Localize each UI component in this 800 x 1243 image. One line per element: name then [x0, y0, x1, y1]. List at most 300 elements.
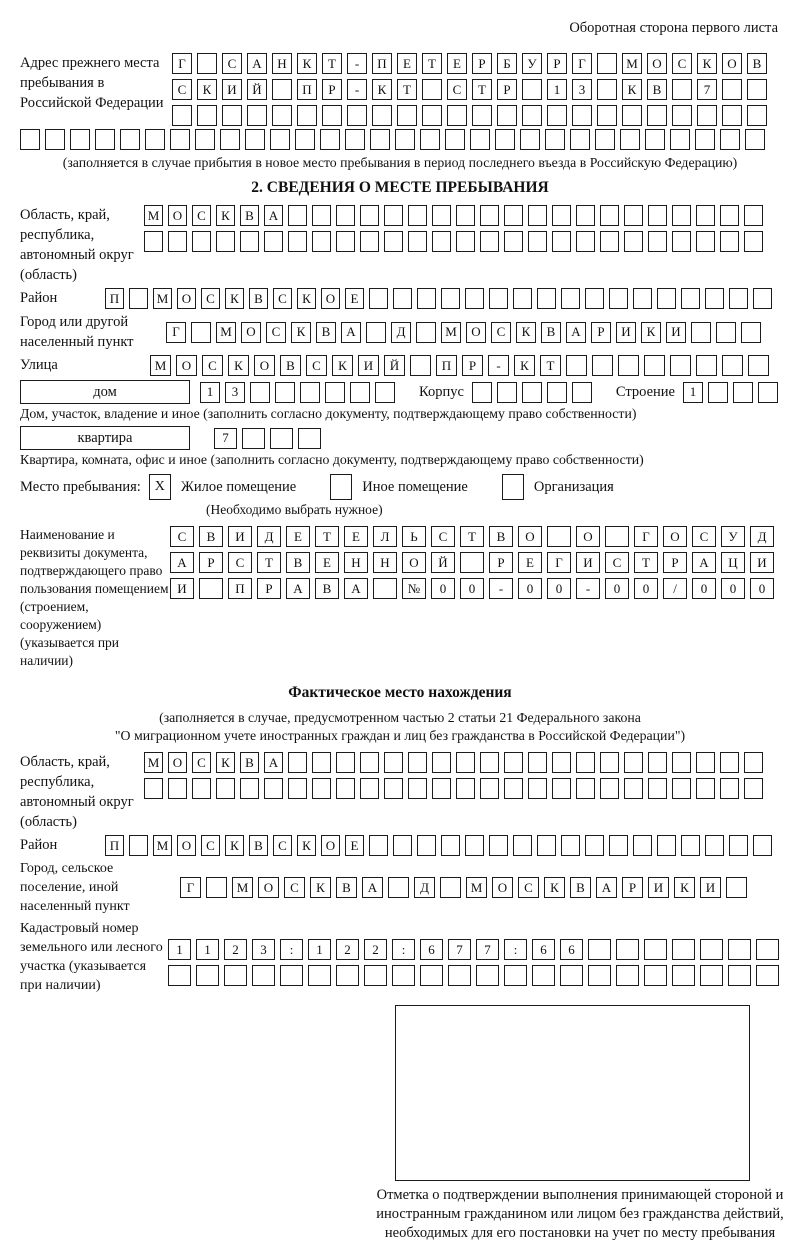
char-cell	[129, 835, 148, 856]
char-cell	[622, 105, 642, 126]
char-cell: В	[541, 322, 561, 343]
char-cell	[756, 939, 779, 960]
char-cell	[312, 205, 331, 226]
char-cell: Р	[622, 877, 643, 898]
char-cell: И	[648, 877, 669, 898]
char-cell: В	[647, 79, 667, 100]
char-cell	[644, 965, 667, 986]
char-cell: К	[297, 835, 316, 856]
char-cell	[561, 288, 580, 309]
char-cell	[513, 288, 532, 309]
char-cell	[373, 578, 397, 599]
char-cell: 0	[518, 578, 542, 599]
char-cell: Д	[750, 526, 774, 547]
char-cell: В	[489, 526, 513, 547]
char-cell	[20, 129, 40, 150]
char-cell: О	[492, 877, 513, 898]
char-cell	[480, 205, 499, 226]
char-cell: Р	[489, 552, 513, 573]
char-cell	[504, 231, 523, 252]
char-cell: О	[466, 322, 486, 343]
actual-region-cells	[144, 752, 763, 799]
char-cell	[322, 105, 342, 126]
char-cell	[432, 231, 451, 252]
char-cell	[456, 752, 475, 773]
char-cell	[722, 355, 743, 376]
char-cell	[528, 752, 547, 773]
char-cell: Н	[344, 552, 368, 573]
char-cell: С	[201, 835, 220, 856]
char-cell: С	[192, 752, 211, 773]
char-cell	[480, 778, 499, 799]
char-cell	[547, 105, 567, 126]
char-cell	[522, 382, 542, 403]
char-cell: 6	[560, 939, 583, 960]
char-cell: Т	[460, 526, 484, 547]
char-cell: Т	[257, 552, 281, 573]
char-cell: 0	[431, 578, 455, 599]
char-cell: 7	[214, 428, 237, 449]
char-cell	[420, 129, 440, 150]
char-cell	[522, 105, 542, 126]
char-cell: С	[431, 526, 455, 547]
cadastral-field	[20, 919, 780, 995]
char-cell: П	[228, 578, 252, 599]
stay-type-option-zhiloe: Жилое помещение	[180, 478, 297, 495]
char-cell	[222, 105, 242, 126]
char-cell	[360, 752, 379, 773]
char-cell	[264, 231, 283, 252]
char-cell	[250, 382, 270, 403]
document-row-3	[170, 578, 774, 599]
char-cell: №	[402, 578, 426, 599]
stroenie-label: Строение	[615, 383, 675, 400]
char-cell	[465, 835, 484, 856]
char-cell: 6	[532, 939, 555, 960]
char-cell	[672, 778, 691, 799]
char-cell	[600, 205, 619, 226]
char-cell	[345, 129, 365, 150]
char-cell	[588, 965, 611, 986]
char-cell	[744, 231, 763, 252]
char-cell: С	[266, 322, 286, 343]
char-cell: О	[402, 552, 426, 573]
actual-location-note-2: "О миграционном учете иностранных граждан и лиц без гражданства в Российской Федерации")	[114, 728, 686, 743]
actual-district-label: Район	[20, 837, 58, 853]
stay-type-checkbox-inoe	[330, 474, 352, 500]
char-cell	[384, 752, 403, 773]
char-cell	[272, 105, 292, 126]
char-cell	[744, 778, 763, 799]
char-cell	[547, 382, 567, 403]
char-cell	[528, 231, 547, 252]
char-cell	[728, 965, 751, 986]
char-cell	[648, 205, 667, 226]
char-cell	[196, 965, 219, 986]
char-cell	[696, 355, 717, 376]
prev-address-row-1	[172, 53, 767, 74]
actual-region-field	[20, 752, 780, 832]
char-cell: Й	[384, 355, 405, 376]
char-cell	[456, 231, 475, 252]
char-cell: О	[177, 835, 196, 856]
char-cell	[408, 205, 427, 226]
char-cell: Б	[497, 53, 517, 74]
char-cell	[320, 129, 340, 150]
char-cell: Е	[315, 552, 339, 573]
confirmation-mark-caption: Отметка о подтверждении выполнения принимающей стороной и иностранным гражданином или лицом без гражданства действий, необходимых для его постановки на учет по месту пребывания	[376, 1187, 784, 1241]
char-cell	[726, 877, 747, 898]
char-cell	[420, 965, 443, 986]
char-cell	[716, 322, 736, 343]
stroenie-cells	[683, 382, 778, 403]
cadastral-row-1	[168, 939, 779, 960]
char-cell: Д	[391, 322, 411, 343]
char-cell: И	[750, 552, 774, 573]
char-cell: О	[518, 526, 542, 547]
city-label: Город или другой населенный пункт	[20, 314, 134, 350]
stay-type-option-org: Организация	[533, 478, 614, 495]
char-cell: П	[372, 53, 392, 74]
char-cell: Р	[322, 79, 342, 100]
char-cell	[720, 231, 739, 252]
char-cell: И	[170, 578, 194, 599]
char-cell	[545, 129, 565, 150]
char-cell	[288, 778, 307, 799]
char-cell	[585, 835, 604, 856]
char-cell: О	[177, 288, 196, 309]
char-cell: А	[264, 752, 283, 773]
char-cell	[432, 205, 451, 226]
street-field	[20, 355, 780, 376]
char-cell	[537, 835, 556, 856]
char-cell	[372, 105, 392, 126]
char-cell	[648, 778, 667, 799]
char-cell	[672, 105, 692, 126]
char-cell: -	[488, 355, 509, 376]
char-cell: Е	[286, 526, 310, 547]
char-cell: 0	[692, 578, 716, 599]
char-cell	[528, 205, 547, 226]
char-cell: К	[514, 355, 535, 376]
char-cell	[624, 231, 643, 252]
char-cell	[697, 105, 717, 126]
char-cell: -	[347, 79, 367, 100]
char-cell	[695, 129, 715, 150]
char-cell	[476, 965, 499, 986]
char-cell	[597, 53, 617, 74]
char-cell: К	[332, 355, 353, 376]
char-cell	[645, 129, 665, 150]
char-cell: 1	[683, 382, 703, 403]
char-cell	[513, 835, 532, 856]
char-cell	[741, 322, 761, 343]
street-label: Улица	[20, 357, 58, 373]
char-cell	[384, 778, 403, 799]
char-cell: С	[306, 355, 327, 376]
char-cell	[432, 778, 451, 799]
char-cell: 0	[547, 578, 571, 599]
char-cell: 2	[364, 939, 387, 960]
char-cell: У	[721, 526, 745, 547]
char-cell: Т	[540, 355, 561, 376]
char-cell: М	[144, 205, 163, 226]
actual-region-label: Область, край, республика, автономный округ (область)	[20, 754, 134, 830]
char-cell	[247, 105, 267, 126]
char-cell	[691, 322, 711, 343]
char-cell: П	[105, 835, 124, 856]
char-cell	[441, 288, 460, 309]
apartment-row	[20, 426, 780, 450]
house-number-cells	[200, 382, 395, 403]
char-cell	[191, 322, 211, 343]
char-cell	[722, 79, 742, 100]
char-cell: К	[622, 79, 642, 100]
char-cell	[408, 778, 427, 799]
actual-location-title: Фактическое место нахождения	[288, 684, 512, 701]
prev-address-row-2	[172, 79, 767, 100]
char-cell	[561, 835, 580, 856]
char-cell	[681, 288, 700, 309]
char-cell	[624, 778, 643, 799]
char-cell	[465, 288, 484, 309]
char-cell: С	[222, 53, 242, 74]
region-row-2	[144, 231, 763, 252]
char-cell: 1	[196, 939, 219, 960]
char-cell: М	[144, 752, 163, 773]
char-cell	[747, 79, 767, 100]
char-cell: А	[247, 53, 267, 74]
char-cell: 3	[225, 382, 245, 403]
char-cell	[696, 205, 715, 226]
char-cell: :	[392, 939, 415, 960]
char-cell: Е	[447, 53, 467, 74]
char-cell	[472, 105, 492, 126]
char-cell: С	[202, 355, 223, 376]
char-cell: Л	[373, 526, 397, 547]
char-cell: В	[249, 288, 268, 309]
stay-type-checkbox-zhiloe: X	[149, 474, 171, 500]
char-cell	[720, 752, 739, 773]
char-cell: В	[316, 322, 336, 343]
char-cell: Г	[166, 322, 186, 343]
char-cell: И	[666, 322, 686, 343]
char-cell	[288, 752, 307, 773]
char-cell	[489, 288, 508, 309]
char-cell	[417, 835, 436, 856]
char-cell: А	[596, 877, 617, 898]
char-cell	[410, 355, 431, 376]
char-cell: С	[192, 205, 211, 226]
char-cell: 3	[572, 79, 592, 100]
char-cell	[144, 778, 163, 799]
char-cell	[633, 288, 652, 309]
char-cell: Г	[180, 877, 201, 898]
char-cell	[325, 382, 345, 403]
char-cell	[336, 752, 355, 773]
char-cell	[756, 965, 779, 986]
char-cell: Ь	[402, 526, 426, 547]
char-cell	[657, 835, 676, 856]
char-cell	[720, 205, 739, 226]
char-cell	[192, 231, 211, 252]
char-cell: С	[170, 526, 194, 547]
char-cell: К	[372, 79, 392, 100]
char-cell	[670, 355, 691, 376]
char-cell: К	[216, 752, 235, 773]
char-cell	[422, 105, 442, 126]
char-cell: М	[441, 322, 461, 343]
char-cell: О	[663, 526, 687, 547]
char-cell	[197, 53, 217, 74]
char-cell: М	[150, 355, 171, 376]
char-cell: -	[489, 578, 513, 599]
char-cell: Й	[247, 79, 267, 100]
char-cell: Т	[322, 53, 342, 74]
char-cell	[364, 965, 387, 986]
char-cell	[624, 752, 643, 773]
char-cell	[672, 205, 691, 226]
char-cell: К	[228, 355, 249, 376]
char-cell	[416, 322, 436, 343]
char-cell: С	[447, 79, 467, 100]
char-cell: А	[344, 578, 368, 599]
char-cell: Р	[663, 552, 687, 573]
actual-region-row-1	[144, 752, 763, 773]
document-cells	[170, 526, 774, 599]
char-cell	[572, 382, 592, 403]
char-cell	[393, 288, 412, 309]
char-cell	[388, 877, 409, 898]
char-cell: Т	[315, 526, 339, 547]
char-cell	[280, 965, 303, 986]
char-cell	[360, 231, 379, 252]
char-cell	[745, 129, 765, 150]
char-cell	[647, 105, 667, 126]
char-cell	[129, 288, 148, 309]
char-cell	[448, 965, 471, 986]
char-cell: А	[286, 578, 310, 599]
char-cell	[744, 752, 763, 773]
char-cell: М	[466, 877, 487, 898]
char-cell	[264, 778, 283, 799]
char-cell	[744, 205, 763, 226]
char-cell	[720, 778, 739, 799]
char-cell: Т	[397, 79, 417, 100]
char-cell	[600, 231, 619, 252]
char-cell: Р	[497, 79, 517, 100]
char-cell	[672, 965, 695, 986]
char-cell	[270, 428, 293, 449]
char-cell	[336, 965, 359, 986]
stay-type-label: Место пребывания:	[20, 478, 141, 495]
char-cell	[245, 129, 265, 150]
char-cell	[408, 231, 427, 252]
char-cell: П	[436, 355, 457, 376]
char-cell: К	[197, 79, 217, 100]
char-cell: В	[286, 552, 310, 573]
char-cell	[708, 382, 728, 403]
char-cell	[504, 965, 527, 986]
char-cell	[528, 778, 547, 799]
char-cell	[624, 205, 643, 226]
char-cell: 3	[252, 939, 275, 960]
char-cell: К	[516, 322, 536, 343]
char-cell	[670, 129, 690, 150]
char-cell	[145, 129, 165, 150]
char-cell	[240, 231, 259, 252]
char-cell: Е	[397, 53, 417, 74]
char-cell: К	[310, 877, 331, 898]
char-cell: В	[240, 752, 259, 773]
region-field	[20, 205, 780, 285]
char-cell	[297, 105, 317, 126]
apartment-note: Квартира, комната, офис и иное (заполнить согласно документу, подтверждающему право собственности)	[20, 452, 644, 467]
char-cell: 7	[476, 939, 499, 960]
char-cell: :	[504, 939, 527, 960]
char-cell: О	[576, 526, 600, 547]
char-cell: Р	[591, 322, 611, 343]
char-cell: Е	[345, 835, 364, 856]
char-cell: У	[522, 53, 542, 74]
char-cell	[298, 428, 321, 449]
char-cell	[288, 205, 307, 226]
apartment-cells	[214, 428, 321, 449]
char-cell	[644, 939, 667, 960]
char-cell: 1	[200, 382, 220, 403]
char-cell	[597, 105, 617, 126]
char-cell: С	[273, 288, 292, 309]
char-cell	[657, 288, 676, 309]
street-cells	[150, 355, 769, 376]
region-label: Область, край, республика, автономный округ (область)	[20, 207, 134, 283]
char-cell	[648, 231, 667, 252]
char-cell	[370, 129, 390, 150]
document-row-1	[170, 526, 774, 547]
char-cell: К	[297, 288, 316, 309]
char-cell	[312, 231, 331, 252]
actual-city-field	[20, 859, 780, 916]
char-cell: В	[570, 877, 591, 898]
char-cell	[576, 231, 595, 252]
char-cell: Р	[462, 355, 483, 376]
char-cell	[168, 965, 191, 986]
korpus-label: Корпус	[419, 383, 464, 400]
char-cell	[45, 129, 65, 150]
char-cell	[216, 778, 235, 799]
char-cell	[753, 835, 772, 856]
char-cell: Г	[634, 526, 658, 547]
char-cell: О	[254, 355, 275, 376]
char-cell: 0	[750, 578, 774, 599]
char-cell: И	[700, 877, 721, 898]
char-cell	[729, 288, 748, 309]
char-cell	[422, 79, 442, 100]
char-cell: К	[297, 53, 317, 74]
char-cell: К	[291, 322, 311, 343]
char-cell	[672, 231, 691, 252]
char-cell	[224, 965, 247, 986]
actual-location-note-1: (заполняется в случае, предусмотренном частью 2 статьи 21 Федерального закона	[159, 710, 641, 725]
char-cell	[206, 877, 227, 898]
char-cell: О	[168, 752, 187, 773]
char-cell	[480, 231, 499, 252]
char-cell	[696, 231, 715, 252]
char-cell: О	[241, 322, 261, 343]
char-cell: К	[697, 53, 717, 74]
char-cell	[672, 939, 695, 960]
char-cell: А	[692, 552, 716, 573]
